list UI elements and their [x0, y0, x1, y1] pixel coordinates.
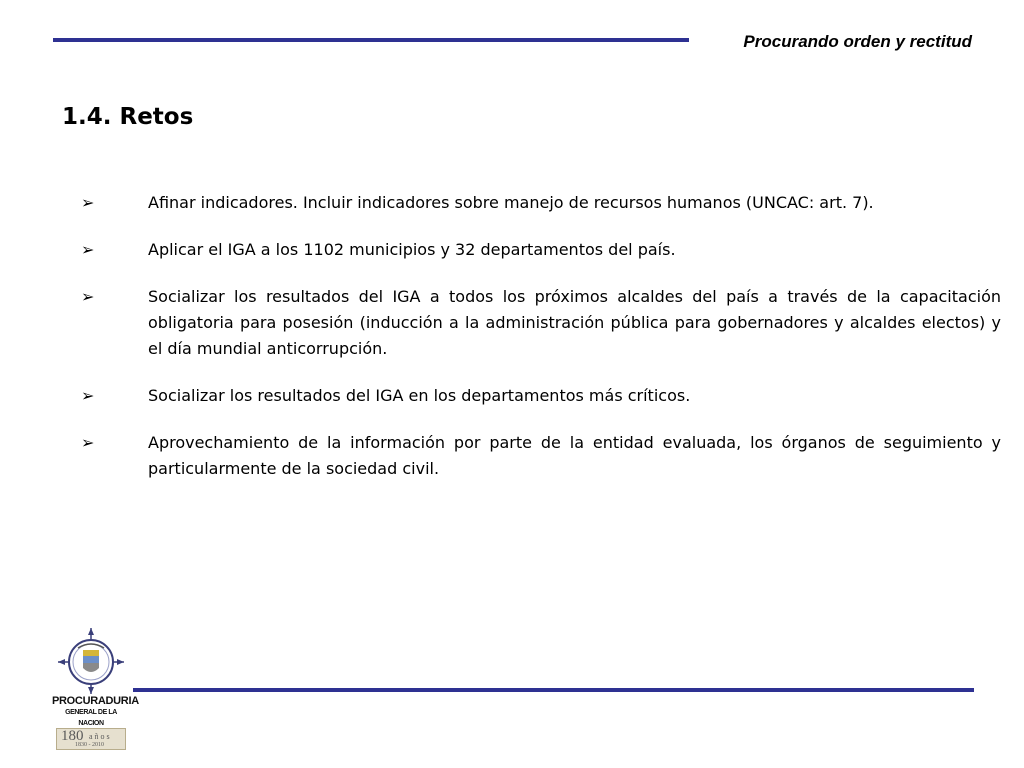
bullet-text: Aprovechamiento de la información por parte de la entidad evaluada, los órganos de seguimiento y particularmente de la sociedad civil. [148, 433, 1001, 478]
anniversary-word: años [89, 732, 112, 741]
bullet-text: Afinar indicadores. Incluir indicadores sobre manejo de recursos humanos (UNCAC: art. 7). [148, 193, 874, 212]
bullet-text: Aplicar el IGA a los 1102 municipios y 32 departamentos del país. [148, 240, 676, 259]
list-item [78, 237, 1001, 263]
bottom-divider [133, 688, 974, 692]
anniversary-badge [56, 728, 126, 750]
list-item [78, 190, 1001, 216]
anniversary-number: 180 [61, 728, 84, 744]
arrow-bullet-icon: ➢ [81, 193, 95, 212]
procuraduria-emblem-icon [56, 628, 126, 696]
logo-name-line1: PROCURADURIA [52, 695, 139, 707]
logo-name-line2: GENERAL DE LA NACION [65, 709, 117, 727]
procuraduria-logo [52, 628, 139, 754]
header-tagline: Procurando orden y rectitud [743, 32, 972, 51]
list-item [78, 383, 1001, 409]
arrow-bullet-icon: ➢ [81, 433, 95, 452]
slide-title: 1.4. Retos [62, 104, 194, 130]
arrow-bullet-icon: ➢ [81, 240, 95, 259]
logo-wordmark [52, 695, 139, 729]
bullet-text: Socializar los resultados del IGA a todos los próximos alcaldes del país a través de la capacitación obligatoria para posesión (inducción a la administración pública para gobernadores y alcaldes electos) y el día mundial anticorrupción. [148, 287, 1001, 358]
bullet-list [78, 190, 1001, 503]
anniversary-years: 1830 - 2010 [75, 742, 104, 748]
arrow-bullet-icon: ➢ [81, 287, 95, 306]
arrow-bullet-icon: ➢ [81, 386, 95, 405]
bullet-text: Socializar los resultados del IGA en los departamentos más críticos. [148, 386, 691, 405]
list-item [78, 430, 1001, 482]
list-item [78, 284, 1001, 362]
top-divider [53, 38, 689, 42]
